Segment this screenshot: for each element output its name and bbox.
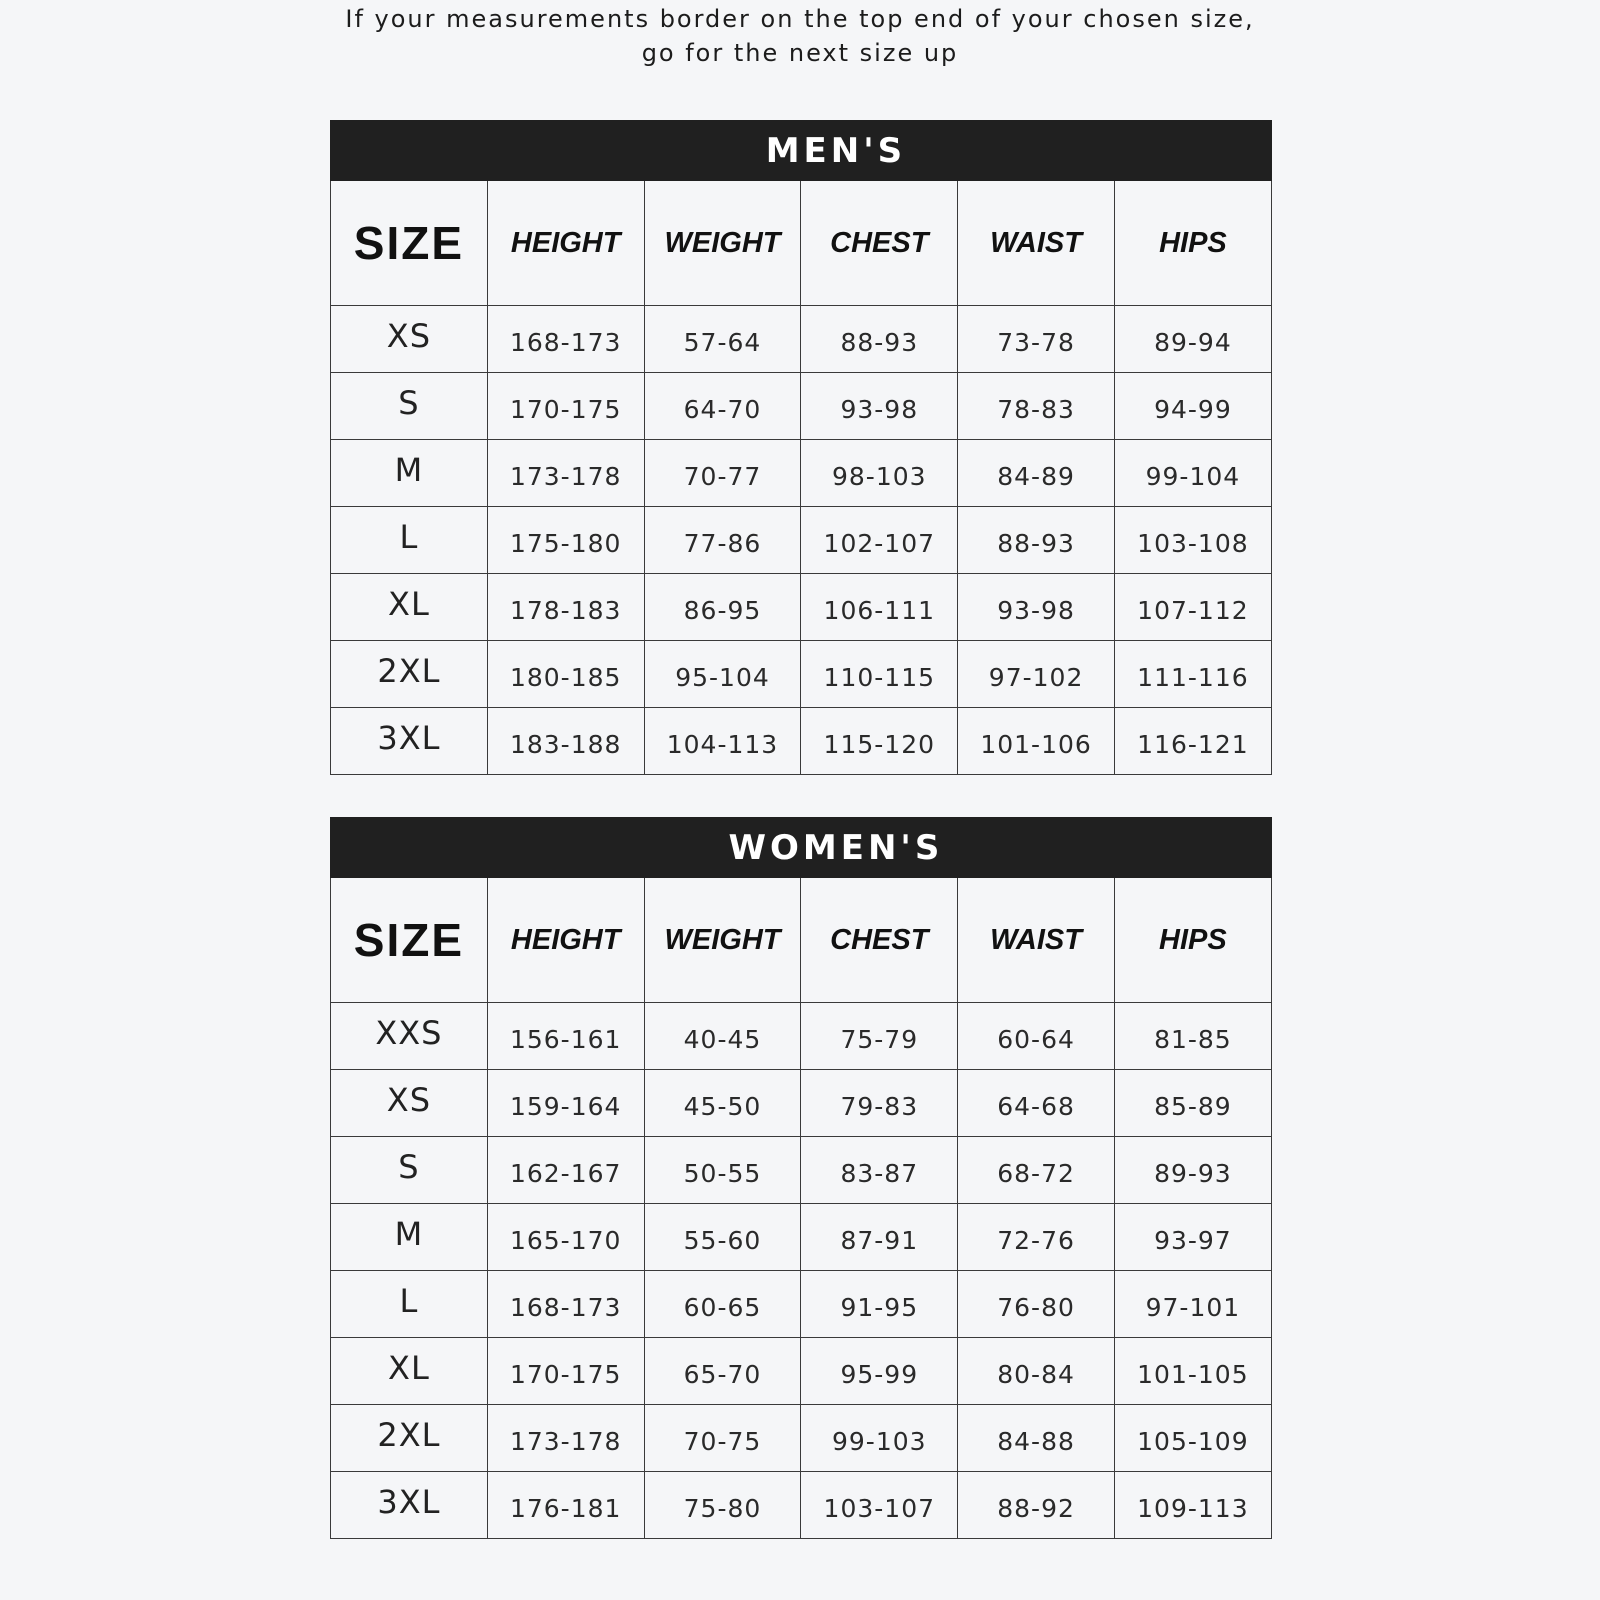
mens-cell-weight-text: 57-64 (683, 327, 762, 357)
womens-cell-height-text: 165-170 (509, 1225, 622, 1255)
mens-cell-chest (801, 574, 958, 641)
womens-cell-hips (1114, 1137, 1271, 1204)
mens-cell-waist (958, 373, 1115, 440)
mens-cell-height (487, 708, 644, 775)
mens-cell-height (487, 641, 644, 708)
womens-cell-waist-text: 88-92 (997, 1493, 1075, 1523)
mens-cell-hips (1114, 574, 1271, 641)
mens-cell-size-text: S (398, 384, 420, 422)
mens-cell-waist (958, 641, 1115, 708)
womens-cell-height (487, 1338, 644, 1405)
womens-cell-waist-text: 60-64 (997, 1024, 1075, 1054)
mens-cell-hips-text: 107-112 (1137, 595, 1249, 625)
mens-cell-weight-text: 104-113 (666, 729, 779, 759)
womens-cell-weight-text: 55-60 (683, 1225, 762, 1255)
womens-cell-weight-text: 70-75 (683, 1426, 762, 1456)
womens-cell-size (331, 1405, 488, 1472)
mens-cell-hips (1114, 440, 1271, 507)
womens-table-row (331, 1472, 1272, 1539)
mens-cell-hips (1114, 641, 1271, 708)
mens-table-row (331, 440, 1272, 507)
mens-cell-chest-text: 93-98 (840, 394, 919, 424)
womens-cell-size-text: XL (388, 1349, 430, 1387)
fit-advice-line-2: go for the next size up (641, 39, 959, 67)
mens-cell-size-text: XS (386, 317, 432, 355)
mens-cell-height (487, 574, 644, 641)
womens-cell-hips-text: 89-93 (1154, 1158, 1232, 1188)
womens-cell-size-text: M (394, 1215, 424, 1253)
womens-cell-waist (958, 1405, 1115, 1472)
mens-cell-chest-text: 106-111 (823, 595, 936, 625)
womens-cell-hips-text: 97-101 (1145, 1292, 1241, 1322)
mens-cell-size-text: 3XL (377, 719, 441, 757)
womens-cell-height-text: 156-161 (509, 1024, 622, 1054)
womens-cell-hips-text: 81-85 (1154, 1024, 1232, 1054)
womens-table-row (331, 1003, 1272, 1070)
womens-cell-height-text: 176-181 (509, 1493, 622, 1523)
mens-cell-height-text: 173-178 (509, 461, 622, 491)
mens-cell-size (331, 708, 488, 775)
fit-advice-text (0, 0, 1600, 70)
mens-cell-waist (958, 306, 1115, 373)
mens-cell-waist (958, 574, 1115, 641)
mens-cell-weight-text: 64-70 (683, 394, 762, 424)
mens-cell-size (331, 373, 488, 440)
womens-table-title-text: WOMEN'S (728, 827, 944, 868)
mens-cell-chest (801, 641, 958, 708)
womens-cell-waist-text: 80-84 (997, 1359, 1075, 1389)
womens-col-size: SIZE (331, 878, 488, 1003)
mens-cell-waist-text: 84-89 (997, 461, 1075, 491)
mens-cell-hips-text: 103-108 (1137, 528, 1249, 558)
mens-cell-height-text: 178-183 (509, 595, 622, 625)
mens-cell-weight (644, 507, 801, 574)
womens-cell-hips-text: 85-89 (1154, 1091, 1232, 1121)
mens-cell-size (331, 440, 488, 507)
mens-cell-waist-text: 73-78 (997, 327, 1075, 357)
womens-col-chest: CHEST (801, 878, 958, 1003)
womens-cell-chest (801, 1070, 958, 1137)
womens-cell-chest-text: 99-103 (832, 1426, 927, 1456)
womens-cell-height (487, 1070, 644, 1137)
womens-cell-size (331, 1338, 488, 1405)
mens-cell-chest-text: 102-107 (823, 528, 936, 558)
mens-cell-size (331, 507, 488, 574)
womens-cell-size-text: 3XL (377, 1483, 441, 1521)
womens-cell-chest (801, 1472, 958, 1539)
womens-cell-weight (644, 1003, 801, 1070)
womens-cell-weight-text: 75-80 (683, 1493, 762, 1523)
mens-cell-height (487, 373, 644, 440)
mens-cell-waist (958, 708, 1115, 775)
womens-cell-chest-text: 103-107 (823, 1493, 936, 1523)
mens-col-weight: WEIGHT (644, 181, 801, 306)
womens-cell-chest (801, 1137, 958, 1204)
womens-col-waist: WAIST (958, 878, 1115, 1003)
womens-cell-height (487, 1204, 644, 1271)
mens-col-hips: HIPS (1114, 181, 1271, 306)
mens-cell-height (487, 306, 644, 373)
mens-cell-weight (644, 641, 801, 708)
womens-cell-size-text: 2XL (377, 1416, 441, 1454)
womens-cell-waist (958, 1137, 1115, 1204)
womens-cell-size (331, 1070, 488, 1137)
mens-col-chest: CHEST (801, 181, 958, 306)
mens-cell-size-text: L (399, 518, 419, 556)
womens-cell-weight-text: 60-65 (683, 1292, 762, 1322)
mens-cell-chest (801, 507, 958, 574)
mens-table-row (331, 507, 1272, 574)
mens-cell-chest (801, 708, 958, 775)
mens-cell-chest-text: 110-115 (823, 662, 936, 692)
womens-cell-hips (1114, 1003, 1271, 1070)
mens-cell-weight (644, 440, 801, 507)
womens-cell-chest-text: 87-91 (840, 1225, 919, 1255)
mens-cell-weight-text: 86-95 (683, 595, 762, 625)
womens-table-row (331, 1137, 1272, 1204)
womens-cell-waist (958, 1271, 1115, 1338)
womens-cell-height-text: 159-164 (509, 1091, 622, 1121)
mens-table-title (331, 121, 1272, 181)
womens-cell-chest-text: 91-95 (840, 1292, 919, 1322)
mens-col-size: SIZE (331, 181, 488, 306)
womens-cell-weight (644, 1472, 801, 1539)
womens-cell-chest-text: 95-99 (840, 1359, 919, 1389)
womens-cell-waist (958, 1003, 1115, 1070)
womens-col-height: HEIGHT (487, 878, 644, 1003)
womens-cell-weight (644, 1271, 801, 1338)
womens-cell-height (487, 1472, 644, 1539)
womens-cell-height-text: 168-173 (509, 1292, 622, 1322)
mens-cell-hips-text: 99-104 (1145, 461, 1241, 491)
womens-table-row (331, 1271, 1272, 1338)
mens-cell-weight (644, 708, 801, 775)
womens-cell-hips-text: 105-109 (1137, 1426, 1249, 1456)
womens-cell-waist-text: 76-80 (997, 1292, 1075, 1322)
womens-cell-hips (1114, 1338, 1271, 1405)
womens-table-row (331, 1204, 1272, 1271)
mens-cell-size (331, 574, 488, 641)
womens-cell-hips-text: 93-97 (1154, 1225, 1232, 1255)
womens-cell-size-text: S (398, 1148, 420, 1186)
mens-table-row (331, 574, 1272, 641)
womens-cell-hips (1114, 1271, 1271, 1338)
mens-col-waist: WAIST (958, 181, 1115, 306)
womens-cell-size (331, 1204, 488, 1271)
mens-cell-waist-text: 101-106 (980, 729, 1092, 759)
womens-cell-chest (801, 1003, 958, 1070)
womens-cell-hips (1114, 1405, 1271, 1472)
mens-cell-size-text: M (394, 451, 424, 489)
womens-cell-weight-text: 65-70 (683, 1359, 762, 1389)
womens-table-row (331, 1070, 1272, 1137)
womens-cell-chest-text: 83-87 (840, 1158, 919, 1188)
womens-table-row (331, 1338, 1272, 1405)
womens-cell-hips-text: 101-105 (1137, 1359, 1249, 1389)
mens-cell-hips (1114, 306, 1271, 373)
mens-cell-waist-text: 93-98 (997, 595, 1075, 625)
womens-cell-height-text: 162-167 (509, 1158, 622, 1188)
mens-cell-weight (644, 574, 801, 641)
womens-cell-waist (958, 1472, 1115, 1539)
mens-cell-weight (644, 306, 801, 373)
mens-cell-waist-text: 97-102 (988, 662, 1084, 692)
womens-cell-weight-text: 45-50 (683, 1091, 762, 1121)
mens-cell-height-text: 175-180 (509, 528, 622, 558)
womens-cell-weight (644, 1204, 801, 1271)
womens-cell-weight-text: 40-45 (683, 1024, 762, 1054)
mens-cell-height-text: 180-185 (509, 662, 622, 692)
mens-table-row (331, 306, 1272, 373)
mens-cell-size (331, 306, 488, 373)
mens-cell-chest (801, 440, 958, 507)
mens-cell-hips-text: 89-94 (1154, 327, 1232, 357)
womens-cell-size (331, 1003, 488, 1070)
womens-cell-size-text: XXS (375, 1014, 443, 1052)
fit-advice-line-1: If your measurements border on the top end of your chosen size, (345, 5, 1255, 33)
womens-cell-chest (801, 1271, 958, 1338)
mens-cell-hips (1114, 507, 1271, 574)
womens-cell-chest (801, 1338, 958, 1405)
womens-cell-height (487, 1137, 644, 1204)
mens-column-header-row (331, 181, 1272, 306)
mens-cell-waist (958, 507, 1115, 574)
womens-cell-height (487, 1405, 644, 1472)
womens-cell-size (331, 1137, 488, 1204)
womens-cell-weight (644, 1338, 801, 1405)
womens-cell-chest-text: 79-83 (840, 1091, 919, 1121)
womens-cell-hips (1114, 1204, 1271, 1271)
womens-cell-waist (958, 1338, 1115, 1405)
womens-cell-weight (644, 1405, 801, 1472)
mens-cell-waist (958, 440, 1115, 507)
womens-cell-weight-text: 50-55 (683, 1158, 762, 1188)
mens-cell-hips-text: 111-116 (1137, 662, 1249, 692)
womens-cell-weight (644, 1070, 801, 1137)
womens-cell-height-text: 170-175 (509, 1359, 622, 1389)
mens-cell-hips (1114, 708, 1271, 775)
mens-cell-hips-text: 94-99 (1154, 394, 1232, 424)
womens-cell-size (331, 1472, 488, 1539)
womens-cell-chest (801, 1204, 958, 1271)
mens-cell-chest-text: 98-103 (832, 461, 927, 491)
mens-table-row (331, 708, 1272, 775)
mens-cell-height-text: 183-188 (509, 729, 622, 759)
mens-cell-height (487, 440, 644, 507)
womens-cell-size-text: XS (386, 1081, 432, 1119)
womens-column-header-row (331, 878, 1272, 1003)
womens-cell-weight (644, 1137, 801, 1204)
womens-table-title (331, 818, 1272, 878)
womens-cell-waist-text: 72-76 (997, 1225, 1075, 1255)
womens-cell-height (487, 1271, 644, 1338)
mens-table-title-text: MEN'S (765, 130, 907, 171)
mens-size-table (330, 120, 1272, 775)
womens-cell-chest-text: 75-79 (840, 1024, 919, 1054)
womens-cell-waist-text: 68-72 (997, 1158, 1075, 1188)
mens-cell-hips-text: 116-121 (1137, 729, 1249, 759)
mens-cell-weight-text: 70-77 (683, 461, 762, 491)
womens-cell-chest (801, 1405, 958, 1472)
womens-size-table (330, 817, 1272, 1539)
mens-col-height: HEIGHT (487, 181, 644, 306)
mens-cell-hips (1114, 373, 1271, 440)
mens-cell-waist-text: 88-93 (997, 528, 1075, 558)
mens-cell-size-text: 2XL (377, 652, 441, 690)
womens-cell-waist-text: 84-88 (997, 1426, 1075, 1456)
womens-cell-hips-text: 109-113 (1137, 1493, 1249, 1523)
mens-cell-size (331, 641, 488, 708)
mens-cell-weight-text: 77-86 (683, 528, 762, 558)
mens-cell-height-text: 168-173 (509, 327, 622, 357)
womens-cell-hips (1114, 1070, 1271, 1137)
mens-cell-height-text: 170-175 (509, 394, 622, 424)
mens-table-row (331, 641, 1272, 708)
womens-cell-waist (958, 1204, 1115, 1271)
mens-cell-weight (644, 373, 801, 440)
mens-cell-chest (801, 306, 958, 373)
mens-cell-waist-text: 78-83 (997, 394, 1075, 424)
womens-cell-size-text: L (399, 1282, 419, 1320)
womens-col-hips: HIPS (1114, 878, 1271, 1003)
mens-cell-height (487, 507, 644, 574)
womens-cell-waist (958, 1070, 1115, 1137)
mens-cell-chest-text: 88-93 (840, 327, 919, 357)
womens-cell-height (487, 1003, 644, 1070)
womens-col-weight: WEIGHT (644, 878, 801, 1003)
mens-cell-chest (801, 373, 958, 440)
mens-table-row (331, 373, 1272, 440)
mens-cell-weight-text: 95-104 (675, 662, 770, 692)
womens-cell-size (331, 1271, 488, 1338)
mens-cell-size-text: XL (388, 585, 430, 623)
womens-cell-hips (1114, 1472, 1271, 1539)
womens-cell-height-text: 173-178 (509, 1426, 622, 1456)
womens-cell-waist-text: 64-68 (997, 1091, 1075, 1121)
womens-table-row (331, 1405, 1272, 1472)
mens-cell-chest-text: 115-120 (823, 729, 936, 759)
